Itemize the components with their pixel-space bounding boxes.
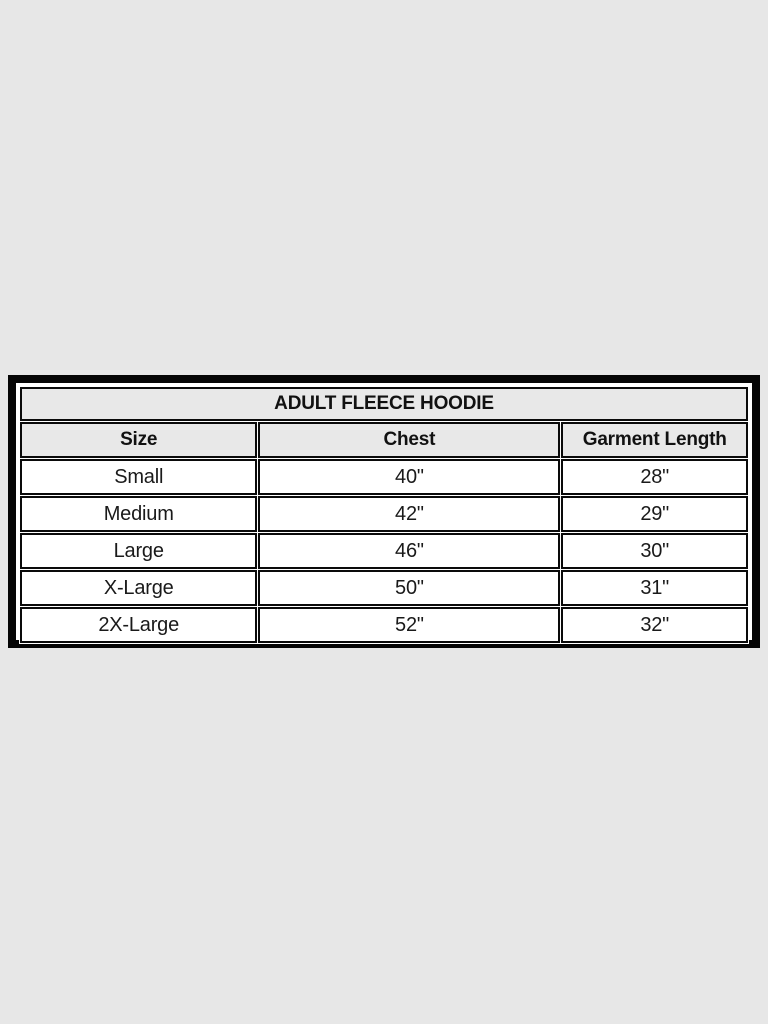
size-value: X-Large [20,570,257,606]
size-chart-table [19,386,749,644]
size-value: 2X-Large [20,607,257,643]
table-title: ADULT FLEECE HOODIE [20,387,748,421]
table-header-row [20,422,748,458]
table-row [20,533,748,569]
table-title-row [20,387,748,421]
garment-length-value: 29" [561,496,748,532]
garment-length-value: 28" [561,459,748,495]
table-row [20,570,748,606]
column-header-chest: Chest [258,422,560,458]
chest-value: 50" [258,570,560,606]
size-value: Large [20,533,257,569]
chest-value: 40" [258,459,560,495]
chest-value: 46" [258,533,560,569]
garment-length-value: 31" [561,570,748,606]
garment-length-value: 32" [561,607,748,643]
table-row [20,459,748,495]
chest-value: 52" [258,607,560,643]
size-chart-frame [8,375,760,648]
size-value: Medium [20,496,257,532]
column-header-size: Size [20,422,257,458]
table-row [20,607,748,643]
size-value: Small [20,459,257,495]
table-row [20,496,748,532]
chest-value: 42" [258,496,560,532]
column-header-garment-length: Garment Length [561,422,748,458]
garment-length-value: 30" [561,533,748,569]
